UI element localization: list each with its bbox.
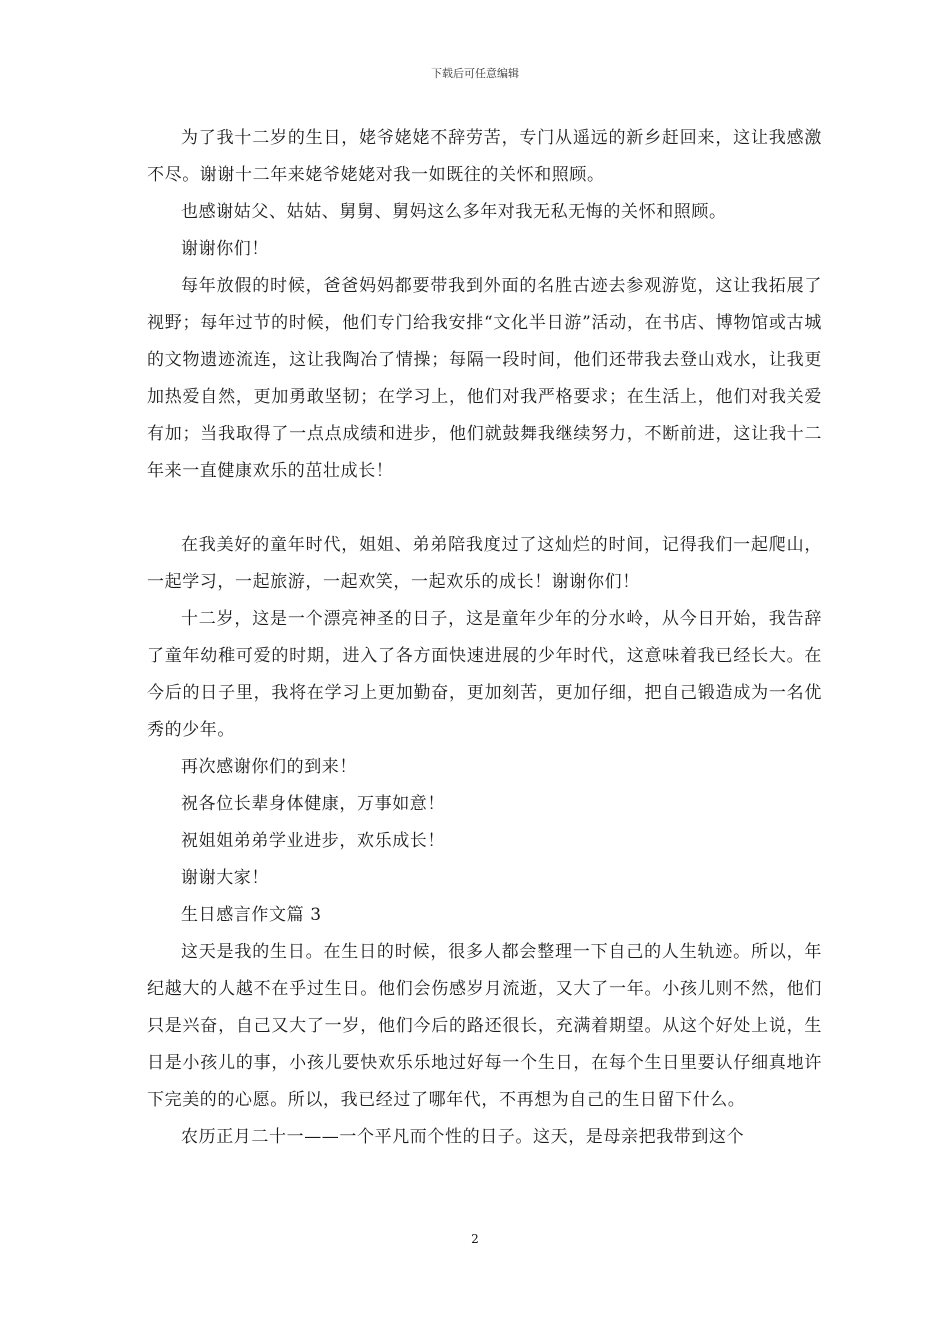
paragraph: 谢谢你们！ [181, 239, 269, 259]
paragraph: 谢谢大家！ [181, 868, 269, 888]
paragraph: 祝姐姐弟弟学业进步，欢乐成长！ [181, 831, 445, 851]
section-heading: 生日感言作文篇 3 [181, 905, 322, 925]
paragraph: 为了我十二岁的生日，姥爷姥姥不辞劳苦，专门从遥远的新乡赶回来，这让我感激不尽。谢谢十二年来姥爷姥姥对我一如既往的关怀和照顾。 [147, 128, 822, 185]
page-header: 下载后可任意编辑 [431, 67, 519, 80]
document-body [147, 120, 822, 1156]
paragraph: 每年放假的时候，爸爸妈妈都要带我到外面的名胜古迹去参观游览，这让我拓展了视野；每年过节的时候，他们专门给我安排“文化半日游”活动，在书店、博物馆或古城的文物遗迹流连，这让我陶冶了情操；每隔一段时间，他们还带我去登山戏水，让我更加热爱自然，更加勇敢坚韧；在学习上，他们对我严格要求；在生活上，他们对我关爱有加；当我取得了一点点成绩和进步，他们就鼓舞我继续努力，不断前进，这让我十二年来一直健康欢乐的茁壮成长！ [147, 276, 822, 481]
page-number: 2 [471, 1232, 479, 1246]
paragraph: 这天是我的生日。在生日的时候，很多人都会整理一下自己的人生轨迹。所以，年纪越大的人越不在乎过生日。他们会伤感岁月流逝，又大了一年。小孩儿则不然，他们只是兴奋，自己又大了一岁，他们今后的路还很长，充满着期望。从这个好处上说，生日是小孩儿的事，小孩儿要快欢乐乐地过好每一个生日，在每个生日里要认仔细真地许下完美的的心愿。所以，我已经过了哪年代，不再想为自己的生日留下什么。 [147, 942, 822, 1110]
paragraph: 祝各位长辈身体健康，万事如意！ [181, 794, 445, 814]
paragraph: 也感谢姑父、姑姑、舅舅、舅妈这么多年对我无私无悔的关怀和照顾。 [181, 202, 727, 222]
paragraph: 在我美好的童年时代，姐姐、弟弟陪我度过了这灿烂的时间，记得我们一起爬山，一起学习，一起旅游，一起欢笑，一起欢乐的成长！谢谢你们！ [147, 535, 822, 592]
paragraph: 再次感谢你们的到来！ [181, 757, 357, 777]
paragraph: 十二岁，这是一个漂亮神圣的日子，这是童年少年的分水岭，从今日开始，我告辞了童年幼稚可爱的时期，进入了各方面快速进展的少年时代，这意味着我已经长大。在今后的日子里，我将在学习上更加勤奋，更加刻苦，更加仔细，把自己锻造成为一名优秀的少年。 [147, 609, 822, 740]
blank-line [147, 490, 822, 527]
paragraph: 农历正月二十一——一个平凡而个性的日子。这天，是母亲把我带到这个 [181, 1127, 745, 1147]
